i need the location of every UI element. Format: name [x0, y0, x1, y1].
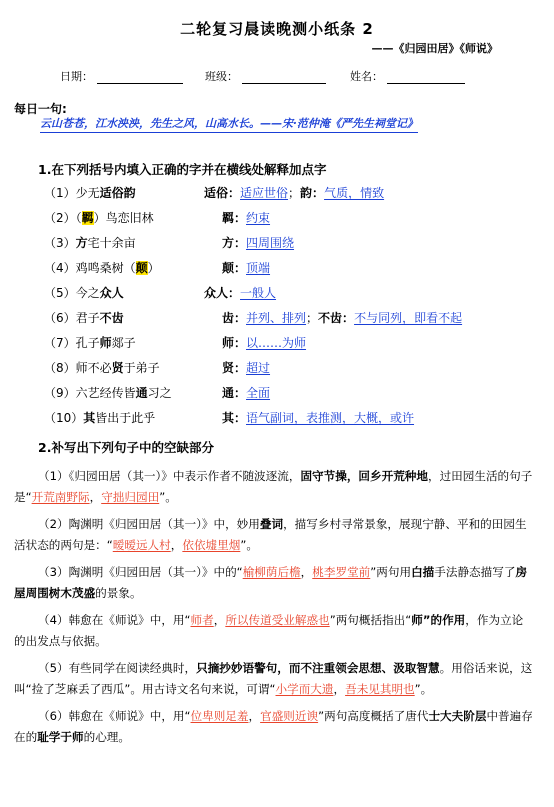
item-text-pre: 少无 — [75, 186, 100, 200]
item-key: 师： — [222, 336, 247, 350]
q6-text-g: 的心理。 — [83, 730, 130, 744]
item-text-post: ） — [147, 261, 160, 275]
item-phrase — [44, 384, 172, 401]
item-answer: 语气副词，表推测，大概，或许 — [246, 411, 415, 425]
item-dotted-word: 贤 — [111, 361, 124, 375]
item-text-pre: 今之 — [75, 286, 100, 300]
item-phrase — [44, 259, 160, 276]
q6-answer-1: 位卑则足羞 — [190, 709, 249, 723]
date-label: 日期： — [60, 70, 93, 83]
item-dotted-word: 其 — [83, 411, 96, 425]
item-key: 其： — [222, 411, 247, 425]
item-number: （7） — [44, 336, 76, 350]
item-answer-2: 气质，情致 — [324, 186, 385, 200]
item-key: 颠： — [222, 261, 247, 275]
item-text-pre: 鸡鸣桑树（ — [75, 261, 136, 275]
item-key: 适俗： — [204, 186, 241, 200]
q2-text-d: ， — [170, 538, 183, 552]
item-key: 通： — [222, 386, 247, 400]
question-1 — [14, 466, 534, 508]
q4-text-a: （4）韩愈在《师说》中，用“ — [38, 613, 191, 627]
daily-label: 每日一句: — [14, 102, 67, 116]
question-4 — [14, 610, 534, 652]
item-text-pre: 君子 — [75, 311, 100, 325]
item-key-2: 韵： — [300, 186, 325, 200]
q3-emphasis-1: 白描 — [411, 565, 435, 579]
class-field[interactable] — [205, 68, 326, 84]
item-phrase — [44, 334, 136, 351]
item-answer-2: 不与同列，即看不起 — [354, 311, 463, 325]
item-key-2: 不齿： — [318, 311, 355, 325]
item-text-post: 宅十余亩 — [87, 236, 136, 250]
item-explanation — [222, 359, 270, 376]
item-key: 羁： — [222, 211, 247, 225]
question-6 — [14, 706, 534, 748]
item-dotted-word: 方 — [75, 236, 88, 250]
item-blank-answer: 颠 — [135, 261, 148, 275]
item-answer: 一般人 — [240, 286, 277, 300]
item-explanation — [222, 259, 270, 276]
item-answer: 以……为师 — [246, 336, 307, 350]
q3-answer-2: 桃李罗堂前 — [312, 565, 371, 579]
q4-text-c: ”两句概括指出“ — [329, 613, 412, 627]
item-explanation — [222, 384, 270, 401]
q6-text-a: （6）韩愈在《师说》中，用“ — [38, 709, 191, 723]
q4-emphasis-2: ”的作用 — [422, 613, 466, 627]
item-separator: ； — [306, 311, 319, 325]
q3-text-e: 手法静态描写了 — [434, 565, 516, 579]
q6-text-c: ”两句高度概括了唐代 — [318, 709, 429, 723]
q3-text-b: ， — [300, 565, 313, 579]
q6-emphasis-1: 士大夫阶层 — [428, 709, 487, 723]
q2-emphasis: 叠词 — [259, 517, 284, 531]
q4-text-b: ， — [213, 613, 226, 627]
name-blank[interactable] — [387, 71, 465, 84]
q1-emphasis: 固守节操，回乡开荒种地 — [300, 469, 428, 483]
item-key: 众人： — [204, 286, 241, 300]
item-answer: 并列、排列 — [246, 311, 307, 325]
q1-text-e: ”。 — [159, 490, 177, 504]
item-answer: 约束 — [246, 211, 271, 225]
item-phrase — [44, 309, 124, 326]
class-label: 班级： — [205, 70, 238, 83]
item-dotted-word: 不齿 — [99, 311, 124, 325]
q4-answer-1: 师者 — [190, 613, 214, 627]
q5-text-a: （5）有些同学在阅读经典时， — [38, 661, 197, 675]
item-phrase — [44, 409, 155, 426]
q1-answer-2: 守拙归园田 — [101, 490, 160, 504]
item-dotted-word: 众人 — [99, 286, 124, 300]
q1-text-c: ，过田园生活的句子是“ — [14, 469, 533, 504]
item-key: 方： — [222, 236, 247, 250]
daily-quote: 云山苍苍，江水泱泱，先生之风，山高水长。——宋·范仲淹《严先生祠堂记》 — [40, 115, 418, 133]
item-number: （6） — [44, 311, 76, 325]
item-blank-answer: 羁 — [81, 211, 94, 225]
item-number: （9） — [44, 386, 76, 400]
item-key: 贤： — [222, 361, 247, 375]
item-separator: ； — [288, 186, 301, 200]
item-explanation — [222, 409, 414, 426]
date-field[interactable] — [60, 68, 183, 84]
name-label: 姓名： — [350, 70, 383, 83]
q5-text-c: 。用俗话来说，这叫“捡了芝麻丢了西瓜”。用古诗文名句来说，可谓“ — [14, 661, 533, 696]
item-key: 齿： — [222, 311, 247, 325]
item-number: （1） — [44, 186, 76, 200]
page-subtitle: ——《归园田居》《师说》 — [371, 42, 498, 55]
q6-answer-2: 官盛则近谀 — [260, 709, 319, 723]
q6-text-b: ， — [248, 709, 261, 723]
item-text-post: 于弟子 — [123, 361, 160, 375]
section2-title: 2.补写出下列句子中的空缺部分 — [38, 440, 214, 455]
question-5 — [14, 658, 534, 700]
item-answer: 顶端 — [246, 261, 271, 275]
q3-text-c: ”两句用 — [370, 565, 412, 579]
item-phrase — [44, 234, 136, 251]
item-explanation — [204, 184, 384, 201]
item-number: （2） — [44, 211, 76, 225]
item-text-post: 皆出于此乎 — [95, 411, 156, 425]
item-dotted-word: 适俗韵 — [99, 186, 136, 200]
item-explanation — [222, 209, 270, 226]
q5-emphasis: 只摘抄妙语警句，而不注重领会思想、汲取智慧 — [196, 661, 440, 675]
q3-text-g: 的景象。 — [95, 586, 142, 600]
q3-answer-1: 榆柳荫后檐 — [242, 565, 301, 579]
item-explanation — [222, 309, 462, 326]
item-text-pre: 孔子 — [75, 336, 100, 350]
q1-text-d: ， — [89, 490, 102, 504]
item-explanation — [222, 334, 306, 351]
class-blank[interactable] — [242, 71, 326, 84]
q2-text-a: （2）陶渊明《归园田居（其一）》中，妙用 — [38, 517, 260, 531]
item-text-pre: 六艺经传皆 — [75, 386, 136, 400]
item-dotted-word: 师 — [99, 336, 112, 350]
item-answer: 适应世俗 — [240, 186, 289, 200]
q6-emphasis-2: 耻学于师 — [37, 730, 84, 744]
item-phrase — [44, 359, 160, 376]
item-text-pre: （ — [75, 211, 82, 225]
q4-answer-2: 所以传道受业解惑也 — [225, 613, 330, 627]
q3-text-a: （3）陶渊明《归园田居（其一）》中的“ — [38, 565, 243, 579]
item-text-pre: 师不必 — [75, 361, 112, 375]
item-explanation — [204, 284, 276, 301]
q3-emphasis-2: 房屋周围树木茂盛 — [14, 565, 528, 600]
q4-text-f: ，作为立论的出发点与依据。 — [14, 613, 524, 648]
item-text-post: ）鸟恋旧林 — [93, 211, 154, 225]
item-dotted-word: 通 — [135, 386, 148, 400]
item-number: （10） — [44, 411, 84, 425]
q2-text-e: ”。 — [240, 538, 258, 552]
item-text-post: 习之 — [147, 386, 172, 400]
section1-title: 1.在下列括号内填入正确的字并在横线处解释加点字 — [38, 162, 327, 177]
item-number: （3） — [44, 236, 76, 250]
item-number: （8） — [44, 361, 76, 375]
question-2 — [14, 514, 534, 556]
q5-answer-2: 吾未见其明也 — [345, 682, 415, 696]
q2-answer-1: 暧暧远人村 — [112, 538, 171, 552]
q5-text-e: ”。 — [414, 682, 433, 696]
q1-answer-1: 开荒南野际 — [31, 490, 90, 504]
item-explanation — [222, 234, 294, 251]
item-text-post: 郯子 — [111, 336, 136, 350]
q6-text-e: 中普遍存在的 — [14, 709, 533, 744]
item-number: （5） — [44, 286, 76, 300]
page-title: 二轮复习晨读晚测小纸条 2 — [180, 20, 374, 38]
item-phrase — [44, 209, 154, 226]
item-answer: 超过 — [246, 361, 271, 375]
q5-text-d: ， — [333, 682, 346, 696]
item-answer: 四周围绕 — [246, 236, 295, 250]
item-answer: 全面 — [246, 386, 271, 400]
item-phrase — [44, 284, 124, 301]
question-3 — [14, 562, 534, 604]
q1-text-a: （1）《归园田居（其一）》中表示作者不随波逐流， — [38, 469, 301, 483]
q4-emphasis-1: 师 — [411, 613, 423, 627]
q2-text-c: ，描写乡村寻常景象，展现宁静、平和的田园生活状态的两句是：“ — [14, 517, 527, 552]
name-field[interactable] — [350, 68, 465, 84]
item-phrase — [44, 184, 136, 201]
q5-answer-1: 小学而大遗 — [275, 682, 334, 696]
date-blank[interactable] — [97, 71, 183, 84]
item-number: （4） — [44, 261, 76, 275]
q2-answer-2: 依依墟里烟 — [182, 538, 241, 552]
